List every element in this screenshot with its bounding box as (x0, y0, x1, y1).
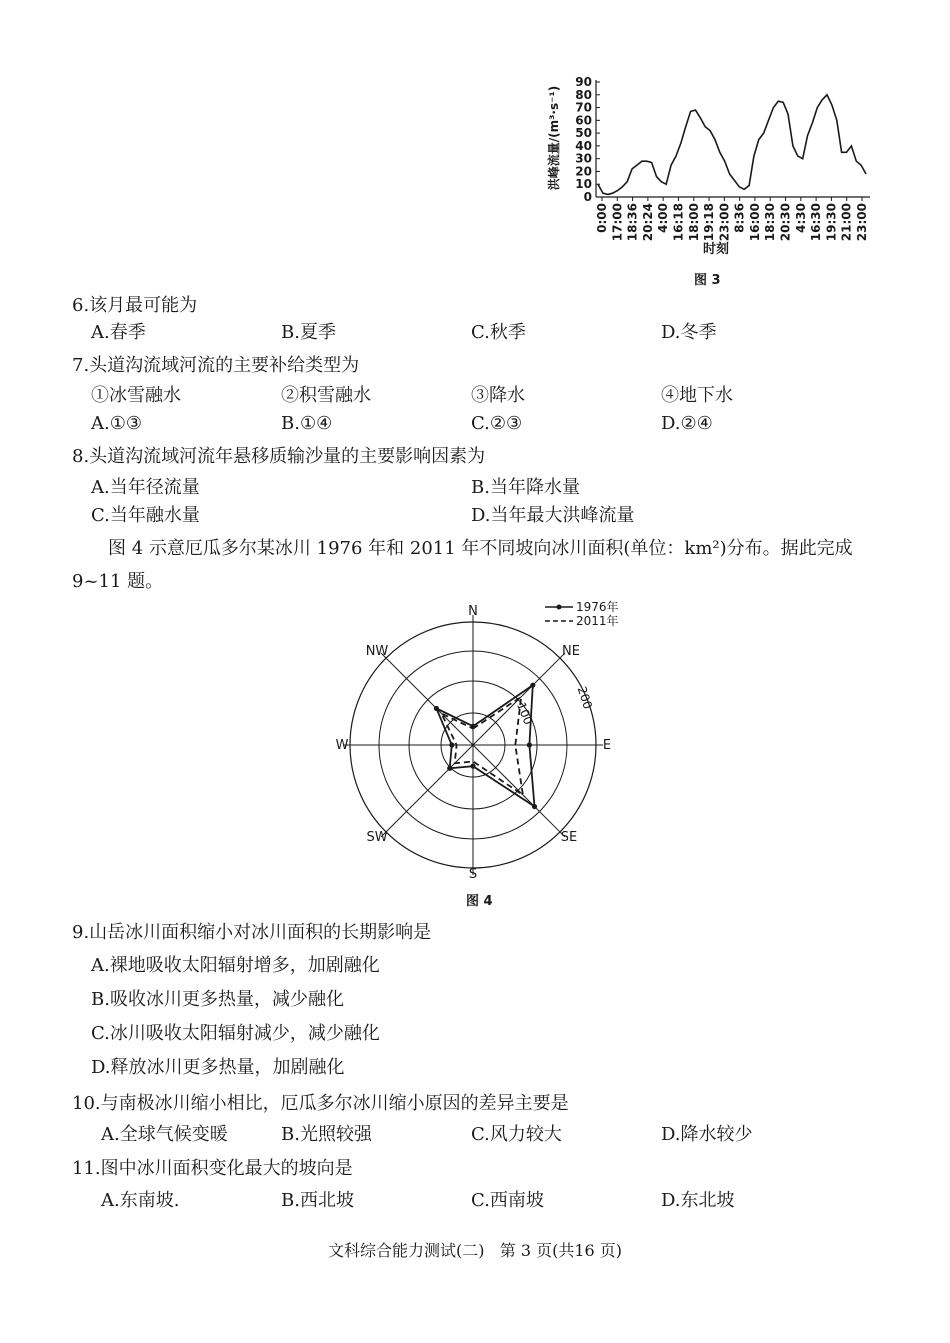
x-tick-label: 16:30 (809, 203, 824, 242)
q6-option-c[interactable]: C.秋季 (471, 322, 526, 343)
x-tick-label: 18:00 (686, 203, 701, 242)
y-tick-label: 20 (575, 164, 592, 179)
x-tick-label: 21:00 (839, 203, 854, 242)
flood-peak-line (598, 95, 866, 195)
y-tick-label: 70 (575, 100, 592, 115)
y-axis-label: 洪峰流量/(m³·s⁻¹) (547, 85, 561, 191)
question-11-stem: 11.图中冰川面积变化最大的坡向是 (72, 1158, 353, 1179)
x-tick-label: 19:30 (824, 203, 839, 242)
q10-option-d[interactable]: D.降水较少 (661, 1124, 753, 1145)
dir-label-ne: NE (562, 644, 580, 659)
x-axis-label: 时刻 (702, 242, 730, 257)
passage-line-2: 9~11 题。 (72, 571, 164, 592)
legend-1976: 1976年 (576, 600, 619, 614)
q8-option-b[interactable]: B.当年降水量 (471, 477, 580, 498)
passage-line-1: 图 4 示意厄瓜多尔某冰川 1976 年和 2011 年不同坡向冰川面积(单位：km²)分布。据此完成 (108, 538, 853, 559)
q10-option-a[interactable]: A.全球气候变暖 (101, 1124, 228, 1145)
page-footer: 文科综合能力测试(二) 第 3 页(共16 页) (327, 1241, 623, 1260)
x-tick-label: 8:36 (732, 203, 747, 233)
q9-option-c[interactable]: C.冰川吸收太阳辐射减少，减少融化 (91, 1023, 380, 1044)
q9-option-b[interactable]: B.吸收冰川更多热量，减少融化 (91, 989, 344, 1010)
figure-3-caption: 图 3 (694, 273, 721, 288)
y-tick-label: 10 (575, 177, 592, 192)
q7-item-4: ④地下水 (661, 385, 733, 406)
dir-label-s: S (468, 867, 478, 880)
series-1976-point (532, 804, 537, 809)
q11-option-a[interactable]: A.东南坡. (101, 1190, 180, 1211)
x-tick-label: 16:18 (671, 203, 686, 242)
x-tick-label: 16:00 (747, 203, 762, 242)
dir-label-e: E (602, 738, 612, 753)
q7-item-2: ②积雪融水 (281, 385, 371, 406)
figure-4-caption: 图 4 (466, 894, 493, 909)
x-tick-label: 19:18 (702, 203, 717, 242)
q8-option-d[interactable]: D.当年最大洪峰流量 (471, 505, 635, 526)
y-tick-label: 50 (575, 126, 592, 141)
q7-option-a[interactable]: A.①③ (91, 413, 142, 434)
question-9-stem: 9.山岳冰川面积缩小对冰川面积的长期影响是 (72, 922, 432, 943)
dir-label-nw: NW (365, 644, 389, 659)
x-tick-label: 20:30 (778, 203, 793, 242)
x-tick-label: 20:24 (640, 203, 655, 242)
q6-option-a[interactable]: A.春季 (91, 322, 146, 343)
q8-option-c[interactable]: C.当年融水量 (91, 505, 200, 526)
x-tick-label: 0:00 (595, 203, 609, 233)
x-tick-label: 4:30 (793, 203, 808, 233)
series-1976-point (530, 683, 535, 688)
y-tick-label: 60 (575, 113, 592, 128)
y-tick-label: 90 (575, 75, 592, 89)
question-10-stem: 10.与南极冰川缩小相比，厄瓜多尔冰川缩小原因的差异主要是 (72, 1093, 569, 1114)
q7-item-1: ①冰雪融水 (91, 385, 181, 406)
ring-label-100: 100 (513, 700, 536, 727)
dir-label-n: N (468, 604, 478, 619)
x-tick-label: 4:00 (656, 203, 671, 233)
y-tick-label: 30 (575, 151, 592, 166)
series-1976-point (447, 766, 452, 771)
y-tick-label: 0 (583, 190, 592, 204)
q7-item-3: ③降水 (471, 385, 525, 406)
ring-label-200: 200 (574, 684, 596, 711)
q7-option-b[interactable]: B.①④ (281, 413, 333, 434)
q10-option-b[interactable]: B.光照较强 (281, 1124, 372, 1145)
series-1976-point (470, 764, 475, 769)
y-tick-label: 80 (575, 87, 592, 102)
q6-option-d[interactable]: D.冬季 (661, 322, 717, 343)
x-axis-ticks (595, 197, 869, 241)
series-1976-point (434, 706, 439, 711)
dir-label-se: SE (560, 830, 578, 845)
series-1976-point (527, 742, 532, 747)
y-tick-label: 40 (575, 138, 592, 153)
q6-option-b[interactable]: B.夏季 (281, 322, 336, 343)
question-6-stem: 6.该月最可能为 (72, 295, 198, 316)
q7-option-c[interactable]: C.②③ (471, 413, 523, 434)
q7-option-d[interactable]: D.②④ (661, 413, 713, 434)
series-1976-point (449, 742, 454, 747)
legend (545, 599, 619, 628)
question-8-stem: 8.头道沟流域河流年悬移质输沙量的主要影响因素为 (72, 446, 486, 467)
dir-label-w: W (335, 738, 349, 753)
q11-option-c[interactable]: C.西南坡 (471, 1190, 544, 1211)
q10-option-c[interactable]: C.风力较大 (471, 1124, 562, 1145)
legend-2011: 2011年 (576, 614, 619, 628)
x-tick-label: 23:00 (717, 203, 732, 242)
q11-option-b[interactable]: B.西北坡 (281, 1190, 354, 1211)
x-tick-label: 18:30 (763, 203, 778, 242)
question-7-stem: 7.头道沟流域河流的主要补给类型为 (72, 355, 360, 376)
q8-option-a[interactable]: A.当年径流量 (91, 477, 200, 498)
q11-option-d[interactable]: D.东北坡 (661, 1190, 735, 1211)
x-tick-label: 17:00 (610, 203, 625, 242)
q9-option-d[interactable]: D.释放冰川更多热量，加剧融化 (91, 1057, 345, 1078)
dir-label-sw: SW (366, 830, 388, 845)
x-tick-label: 23:00 (855, 203, 869, 242)
figure-3-line-chart (540, 70, 885, 270)
x-tick-label: 18:36 (625, 203, 640, 242)
figure-4-radar-chart (325, 595, 635, 880)
series-1976-point (470, 724, 475, 729)
q9-option-a[interactable]: A.裸地吸收太阳辐射增多，加剧融化 (91, 955, 380, 976)
